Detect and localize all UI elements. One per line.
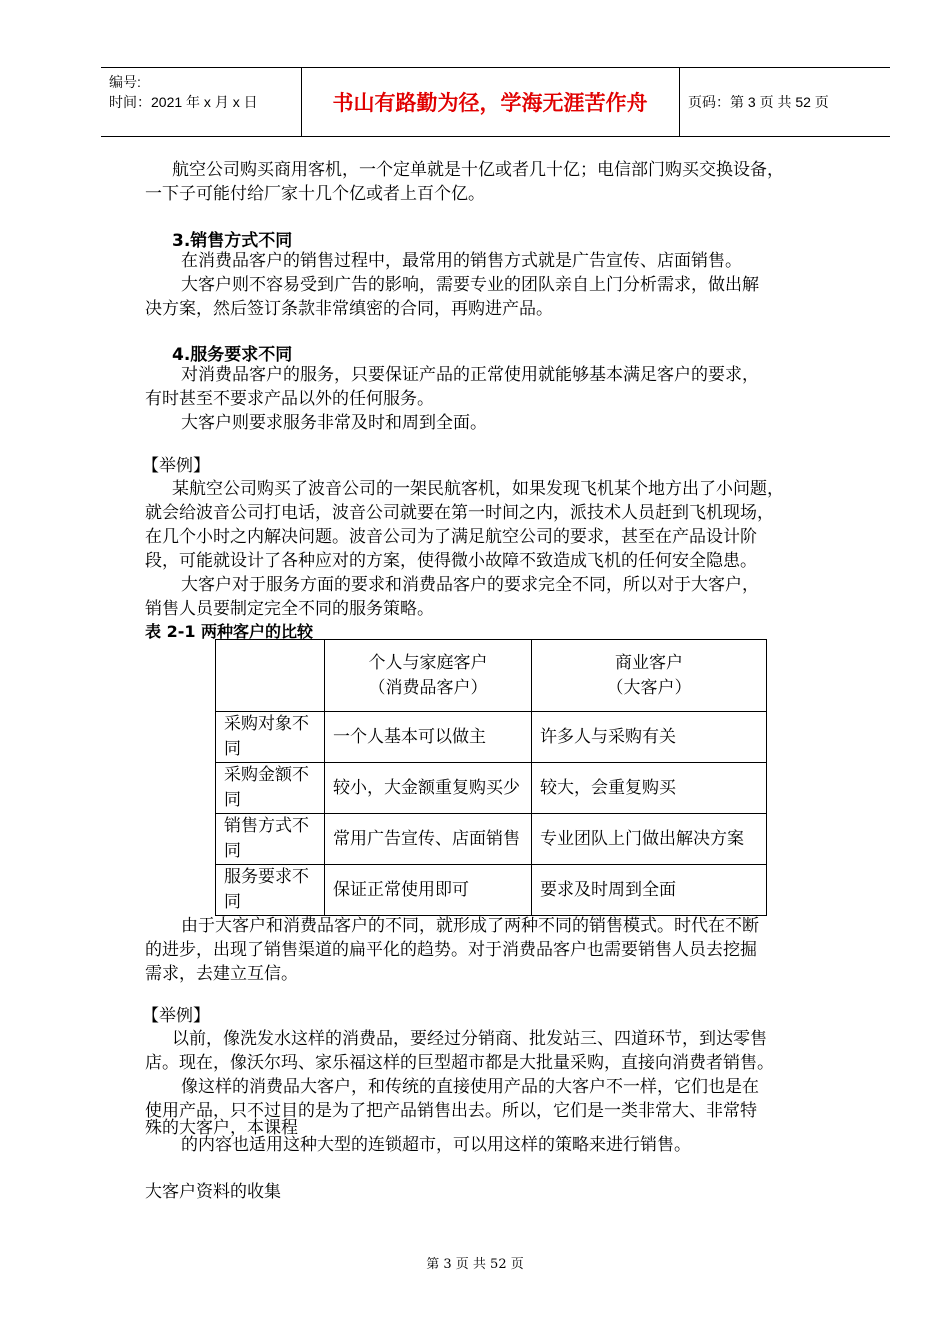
paragraph-line: 需求，去建立互信。 [145, 964, 298, 984]
paragraph-line: 在消费品客户的销售过程中，最常用的销售方式就是广告宣传、店面销售。 [181, 251, 742, 271]
row-label-cell: 采购对象不同 [216, 712, 325, 763]
table-cell: 保证正常使用即可 [325, 865, 532, 916]
paragraph-line: 大客户对于服务方面的要求和消费品客户的要求完全不同，所以对于大客户， [181, 575, 759, 595]
section-heading-4: 4.服务要求不同 [172, 345, 293, 365]
table-row [216, 712, 767, 763]
section-title: 大客户资料的收集 [145, 1182, 281, 1202]
paragraph-line: 对消费品客户的服务，只要保证产品的正常使用就能够基本满足客户的要求， [181, 365, 759, 385]
example-label: 【举例】 [142, 1006, 210, 1026]
paragraph-line: 有时甚至不要求产品以外的任何服务。 [145, 389, 434, 409]
table-row [216, 763, 767, 814]
row-label-cell: 销售方式不同 [216, 814, 325, 865]
paragraph-line: 决方案，然后签订条款非常缜密的合同，再购进产品。 [145, 299, 553, 319]
table-caption: 表 2-1 两种客户的比较 [145, 622, 314, 641]
paragraph-line: 一下子可能付给厂家十几个亿或者上百个亿。 [145, 184, 485, 204]
time-label: 时间：2021 年 x 月 x 日 [109, 94, 258, 110]
paragraph-line: 大客户则要求服务非常及时和周到全面。 [181, 413, 487, 433]
header-page-label: 页码：第 3 页 共 52 页 [688, 94, 829, 110]
paragraph-line: 像这样的消费品大客户，和传统的直接使用产品的大客户不一样，它们也是在 [181, 1077, 759, 1097]
header-subtext: （消费品客户） [368, 677, 488, 698]
table-cell: 较大，会重复购买 [532, 763, 767, 814]
table-corner-cell [216, 640, 325, 712]
comparison-table [215, 639, 767, 916]
paragraph-line: 某航空公司购买了波音公司的一架民航客机，如果发现飞机某个地方出了小问题， [172, 479, 784, 499]
paragraph-line: 的进步，出现了销售渠道的扁平化的趋势。对于消费品客户也需要销售人员去挖掘 [145, 940, 757, 960]
page-header [101, 67, 890, 137]
header-meta [101, 68, 302, 136]
paragraph-line: 殊的大客户，本课程 [145, 1118, 298, 1138]
table-header-cell [532, 640, 767, 712]
paragraph-line: 段，可能就设计了各种应对的方案，使得微小故障不致造成飞机的任何安全隐患。 [145, 551, 757, 571]
row-label-cell: 采购金额不同 [216, 763, 325, 814]
paragraph-line: 销售人员要制定完全不同的服务策略。 [145, 599, 434, 619]
paragraph-line: 航空公司购买商用客机，一个定单就是十亿或者几十亿；电信部门购买交换设备， [172, 160, 784, 180]
paragraph-line: 在几个小时之内解决问题。波音公司为了满足航空公司的要求，甚至在产品设计阶 [145, 527, 757, 547]
table-cell: 许多人与采购有关 [532, 712, 767, 763]
row-label-cell: 服务要求不同 [216, 865, 325, 916]
table-header-cell [325, 640, 532, 712]
table-cell: 常用广告宣传、店面销售 [325, 814, 532, 865]
example-label: 【举例】 [142, 456, 210, 476]
paragraph-line: 大客户则不容易受到广告的影响，需要专业的团队亲自上门分析需求，做出解 [181, 275, 759, 295]
number-label: 编号: [109, 74, 141, 90]
page-footer: 第 3 页 共 52 页 [426, 1257, 524, 1272]
table-row [216, 814, 767, 865]
table-cell: 较小，大金额重复购买少 [325, 763, 532, 814]
header-text: 个人与家庭客户 [368, 652, 488, 673]
paragraph-line: 店。现在，像沃尔玛、家乐福这样的巨型超市都是大批量采购，直接向消费者销售。 [145, 1053, 774, 1073]
section-heading-3: 3.销售方式不同 [172, 231, 293, 251]
table-header-row [216, 640, 767, 712]
paragraph-line: 由于大客户和消费品客户的不同，就形成了两种不同的销售模式。时代在不断 [181, 916, 759, 936]
table-cell: 要求及时周到全面 [532, 865, 767, 916]
header-text: 商业客户 [615, 652, 683, 673]
paragraph-line: 就会给波音公司打电话，波音公司就要在第一时间之内，派技术人员赶到飞机现场， [145, 503, 774, 523]
paragraph-line: 以前，像洗发水这样的消费品，要经过分销商、批发站三、四道环节，到达零售 [172, 1029, 767, 1049]
header-subtext: （大客户） [606, 677, 692, 698]
paragraph-line: 的内容也适用这种大型的连锁超市，可以用这样的策略来进行销售。 [181, 1135, 691, 1155]
header-slogan: 书山有路勤为径，学海无涯苦作舟 [301, 68, 680, 136]
table-cell: 一个人基本可以做主 [325, 712, 532, 763]
table-row [216, 865, 767, 916]
paragraph-line: 使用产品，只不过目的是为了把产品销售出去。所以，它们是一类非常大、非常特 [145, 1101, 757, 1121]
table-cell: 专业团队上门做出解决方案 [532, 814, 767, 865]
